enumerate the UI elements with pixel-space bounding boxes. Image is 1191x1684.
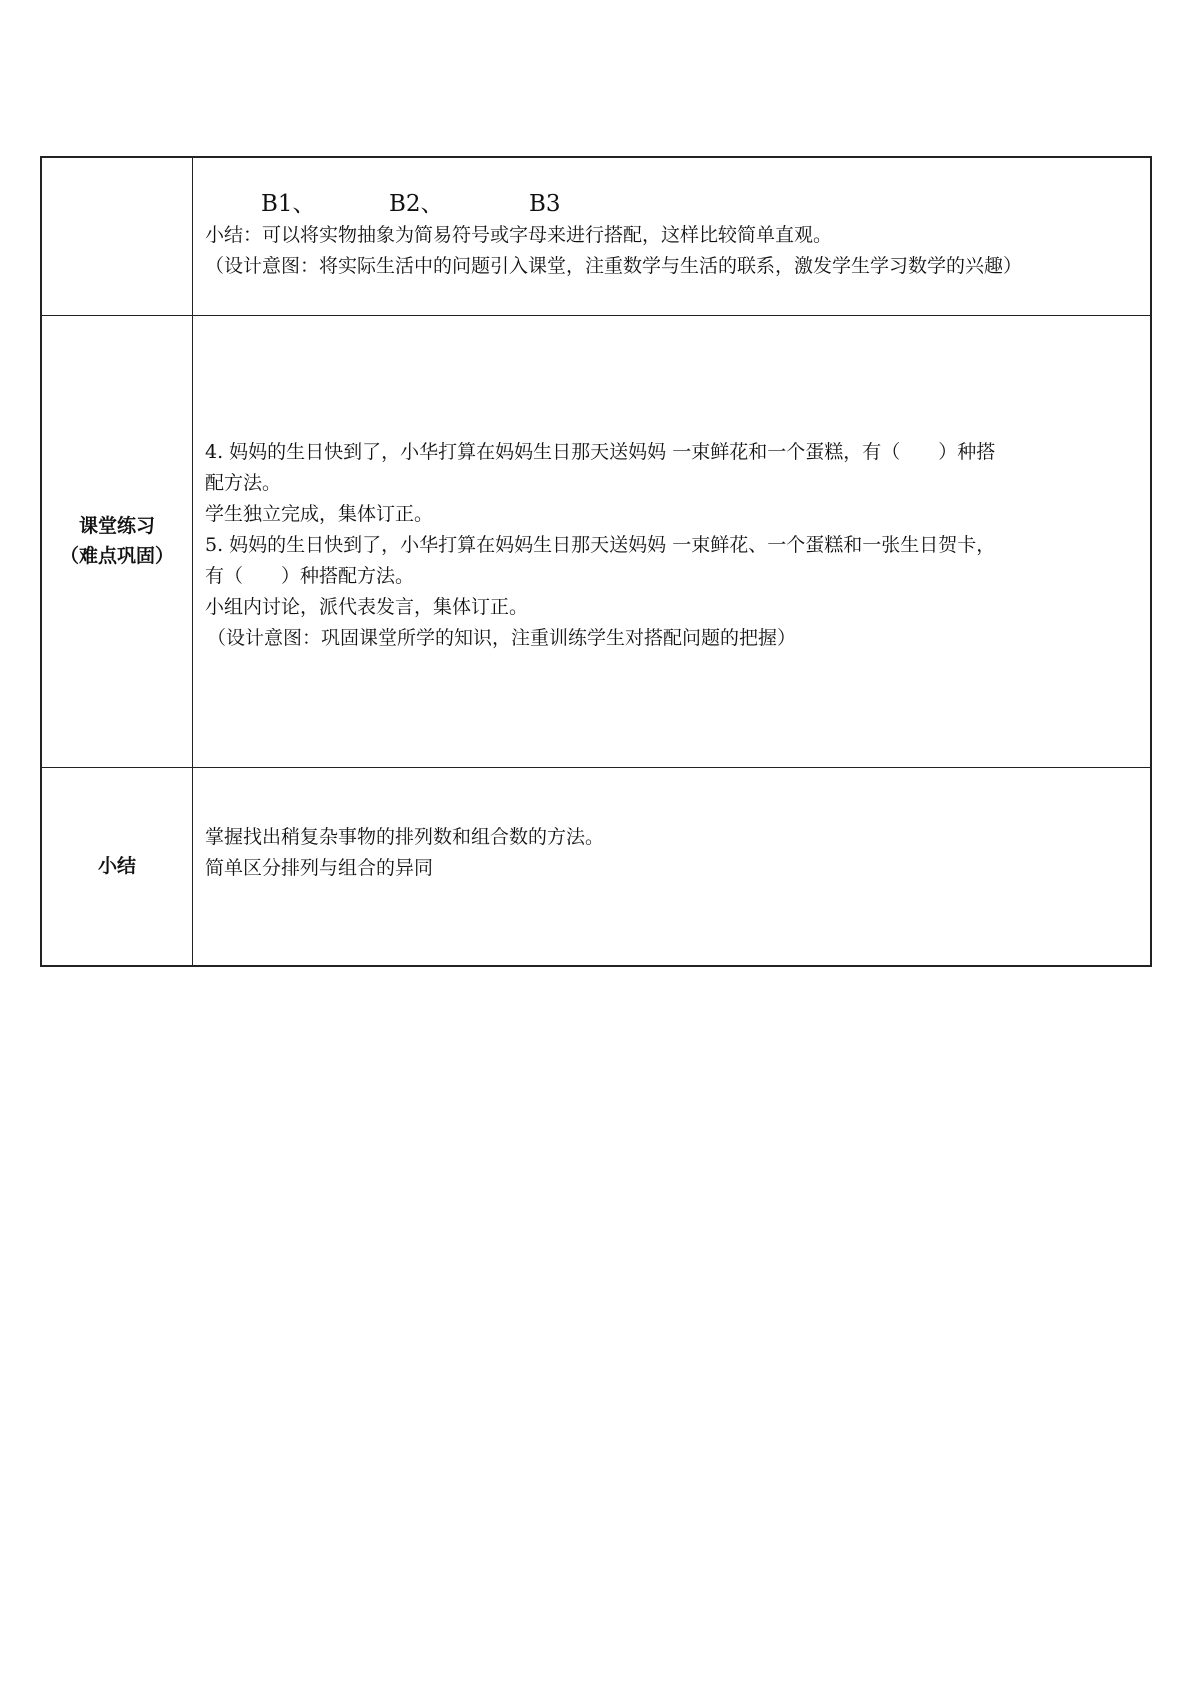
row-content [193, 157, 1152, 315]
symbol-list [205, 190, 1132, 218]
symbol-item: B1、 [261, 191, 316, 217]
row-label [41, 315, 193, 767]
table-row [41, 767, 1151, 966]
question-4-note: 学生独立完成，集体订正。 [205, 502, 434, 525]
question-5: 5. 妈妈的生日快到了，小华打算在妈妈生日那天送妈妈 一束鲜花、一个蛋糕和一张生日贺卡， [205, 533, 996, 556]
summary-line: 简单区分排列与组合的异同 [205, 856, 434, 879]
symbol-item: B2、 [389, 191, 444, 217]
design-intent-text: （设计意图：将实际生活中的问题引入课堂，注重数学与生活的联系，激发学生学习数学的兴趣） [205, 255, 1023, 277]
summary-text: 小结：可以将实物抽象为简易符号或字母来进行搭配，这样比较简单直观。 [205, 224, 833, 246]
summary-line: 掌握找出稍复杂事物的排列数和组合数的方法。 [205, 825, 605, 848]
row-label: 小结 [41, 767, 193, 966]
symbol-item: B3 [529, 191, 561, 217]
table-row [41, 157, 1151, 315]
question-4-continued: 配方法。 [205, 471, 282, 494]
table-row [41, 315, 1151, 767]
row-content [193, 767, 1152, 966]
row-content [193, 315, 1152, 767]
question-4: 4. 妈妈的生日快到了，小华打算在妈妈生日那天送妈妈 一束鲜花和一个蛋糕，有（ ）种搭 [205, 440, 996, 463]
lesson-plan-table [40, 156, 1152, 967]
row-label-empty [41, 157, 193, 315]
question-5-continued: 有（ ）种搭配方法。 [205, 564, 415, 587]
row-label-line: 课堂练习 [78, 515, 155, 537]
question-5-note: 小组内讨论，派代表发言，集体订正。 [205, 595, 529, 618]
design-intent-text: （设计意图：巩固课堂所学的知识，注重训练学生对搭配问题的把握） [207, 626, 797, 649]
row-label-line: （难点巩固） [59, 545, 174, 567]
